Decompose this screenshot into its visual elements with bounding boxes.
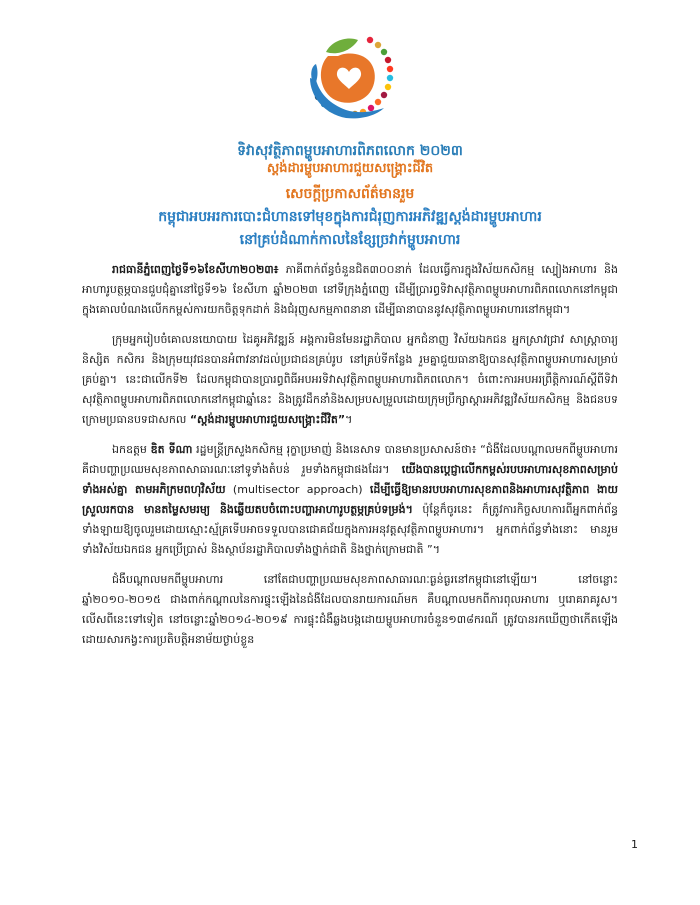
- world-food-safety-day-logo: [272, 22, 424, 134]
- paragraph-3-start: ឯកឧត្តម: [112, 443, 151, 456]
- minister-name: ឌិត ទីណា: [150, 443, 193, 456]
- paragraph-4: [82, 570, 618, 650]
- press-release-subheading-line1: កម្ពុជាអបអរការបោះជំហានទៅមុខក្នុងការជំរុញការអភិវឌ្ឍស្តង់ដារម្ហូបអាហារ: [158, 209, 542, 225]
- paragraph-1-text: ភាគីពាក់ព័ន្ធចំនួនជិត៣០០នាក់ ដែលធ្វើការក្នុងវិស័យកសិកម្ម ស្បៀងអាហារ និងអាហារូបត្ថម្ភបានជួបជុំគ្នានៅថ្ងៃទី១៦ ខែសីហា ឆ្នាំ២០២៣ នៅទីក្រុងភ្នំពេញ ដើម្បីប្រារព្ធទិវាសុវត្ថិភាពម្ហូបអាហារពិភពលោកនៅកម្ពុជា ក្នុងគោលបំណងលើកកម្ពស់ការយកចិត្តទុកដាក់ និងជំរុញសកម្មភាពនានា ដើម្បីធានាបាននូវសុវត្ថិភាពម្ហូបអាហារនៅកម្ពុជា។: [82, 263, 618, 316]
- theme-quote: “ស្តង់ដារម្ហូបអាហារជួយសង្គ្រោះជីវិត”: [189, 413, 346, 426]
- body-text: [82, 260, 618, 660]
- press-release-subheading-line2: នៅគ្រប់ដំណាក់កាលនៃខ្សែច្រវាក់ម្ហូបអាហារ: [239, 232, 461, 248]
- paragraph-1: [82, 260, 618, 320]
- paragraph-3-highlight-1: យើងបានប្តេជ្ញាលើកកម្ពស់របបអាហារសុខភាពសម្រាប់ទាំងអស់គ្នា តាមអភិក្រមពហុវិស័យ: [82, 463, 618, 496]
- paragraph-2-text: ក្រុមអ្នករៀបចំគោលនយោបាយ ដៃគូអភិវឌ្ឍន៍ អង្គការមិនមែនរដ្ឋាភិបាល អ្នកជំនាញ វិស័យឯកជន អ្នកស្រាវជ្រាវ សាស្ត្រាចារ្យ និស្សិត កសិករ និងក្រុមយុវជនបានអំពាវនាវដល់ប្រជាជនគ្រប់រូប នៅគ្រប់ទីកន្លែង រួមគ្នាជួយធានាឱ្យបានសុវត្ថិភាពម្ហូបអាហារសម្រាប់គ្រប់គ្នា។ នេះជាលើកទី២ ដែលកម្ពុជាបានប្រារព្ធពិធីអបអរទិវាសុវត្ថិភាពម្ហូបអាហារពិភពលោក។ ចំពោះការអបអរព្រឹត្តិការណ៍ស្តីពីទិវាសុវត្ថិភាពម្ហូបអាហារពិភពលោកនៅកម្ពុជាឆ្នាំនេះ និងត្រូវដឹកនាំនិងសម្របសម្រួលដោយក្រុមប្រឹក្សាស្តារអភិវឌ្ឍវិស័យកសិកម្ម និងជនបទ ក្រោមប្រធានបទជាសកល: [82, 333, 618, 426]
- dateline: រាជធានីភ្នំពេញថ្ងៃទី១៦ខែសីហា២០២៣៖: [112, 263, 279, 276]
- paragraph-2: [82, 330, 618, 430]
- event-title: ទិវាសុវត្ថិភាពម្ហូបអាហារពិភពលោក ២០២៣: [237, 143, 463, 159]
- paragraph-3-text-2: (multisector approach): [225, 483, 370, 496]
- paragraph-3: [82, 440, 618, 560]
- paragraph-3-text-1: រដ្ឋមន្ត្រីក្រសួងកសិកម្ម រុក្ខាប្រមាញ់ និងនេសាទ បានមានប្រសាសន៍ថា៖ “ជំងឺដែលបណ្ដាលមកពីម្ហូបអាហារ គឺជាបញ្ហាប្រឈមសុខភាពសាធារណៈនៅទូទាំងតំបន់ រួមទាំងកម្ពុជាផងដែរ។: [82, 443, 618, 476]
- logo-hand-thumb: [311, 64, 317, 82]
- press-release-heading: សេចក្តីប្រកាសព័ត៌មានរួម: [285, 186, 415, 202]
- paragraph-3-text-3: ប៉ុន្តែក៏ចូរនេះ ក៏ត្រូវការកិច្ចសហការពីអ្នកពាក់ព័ន្ធទាំងឡាយឱ្យចូលរួមដោយស្មោះស្ម័គ្រទើបអាចទទួលបានជោគជ័យក្នុងការអនុវត្តសុវត្ថិភាពម្ហូបអាហារ។ អ្នកពាក់ព័ន្ធទាំងនោះ មានរួមទាំងវិស័យឯកជន អ្នកប្រើប្រាស់ និងស្ថាប័នរដ្ឋាភិបាលទាំងថ្នាក់ជាតិ និងថ្នាក់ក្រោមជាតិ ”។: [82, 503, 618, 556]
- event-slogan: ស្តង់ដារម្ហូបអាហារជួយសង្គ្រោះជីវិត: [266, 161, 434, 176]
- paragraph-2-end: ។: [345, 413, 353, 426]
- paragraph-4-text: ជំងឺបណ្ដាលមកពីម្ហូបអាហារ នៅតែជាបញ្ហាប្រឈមសុខភាពសាធារណៈធ្ងន់ធ្ងរនៅកម្ពុជានៅឡើយ។ នៅចន្លោះឆ្នាំ២០១០-២០១៥ ជាងពាក់កណ្តាលនៃការផ្ទុះឡើងនៃជំងឺដែលបានរាយការណ៍មក គឺបណ្ដាលមកពីការពុលអាហារ ឬរោគរាគរូស។ លើសពីនេះទៅទៀត នៅចន្លោះឆ្នាំ២០១៤-២០១៩ ការផ្ទុះជំងឺឆ្លងបង្កដោយម្ហូបអាហារចំនួន១៣៨ករណី ត្រូវបានរកឃើញថាកើតឡើងដោយសារកង្វះការប្រតិបត្តិអនាម័យថ្ងាប់ខ្លួន: [82, 573, 618, 646]
- paragraph-3-highlight-2: ដើម្បីធ្វើឱ្យមានរបបអាហារសុខភាពនិងអាហារសុវត្ថិភាព ងាយស្រួលរកបាន មានតម្លៃសមរម្យ និងឆ្លើយតបចំពោះបញ្ហាអាហារូបត្ថម្ភគ្រប់ទម្រង់។: [82, 483, 618, 516]
- logo-leaf-shape: [326, 39, 358, 54]
- page-number: 1: [631, 838, 638, 851]
